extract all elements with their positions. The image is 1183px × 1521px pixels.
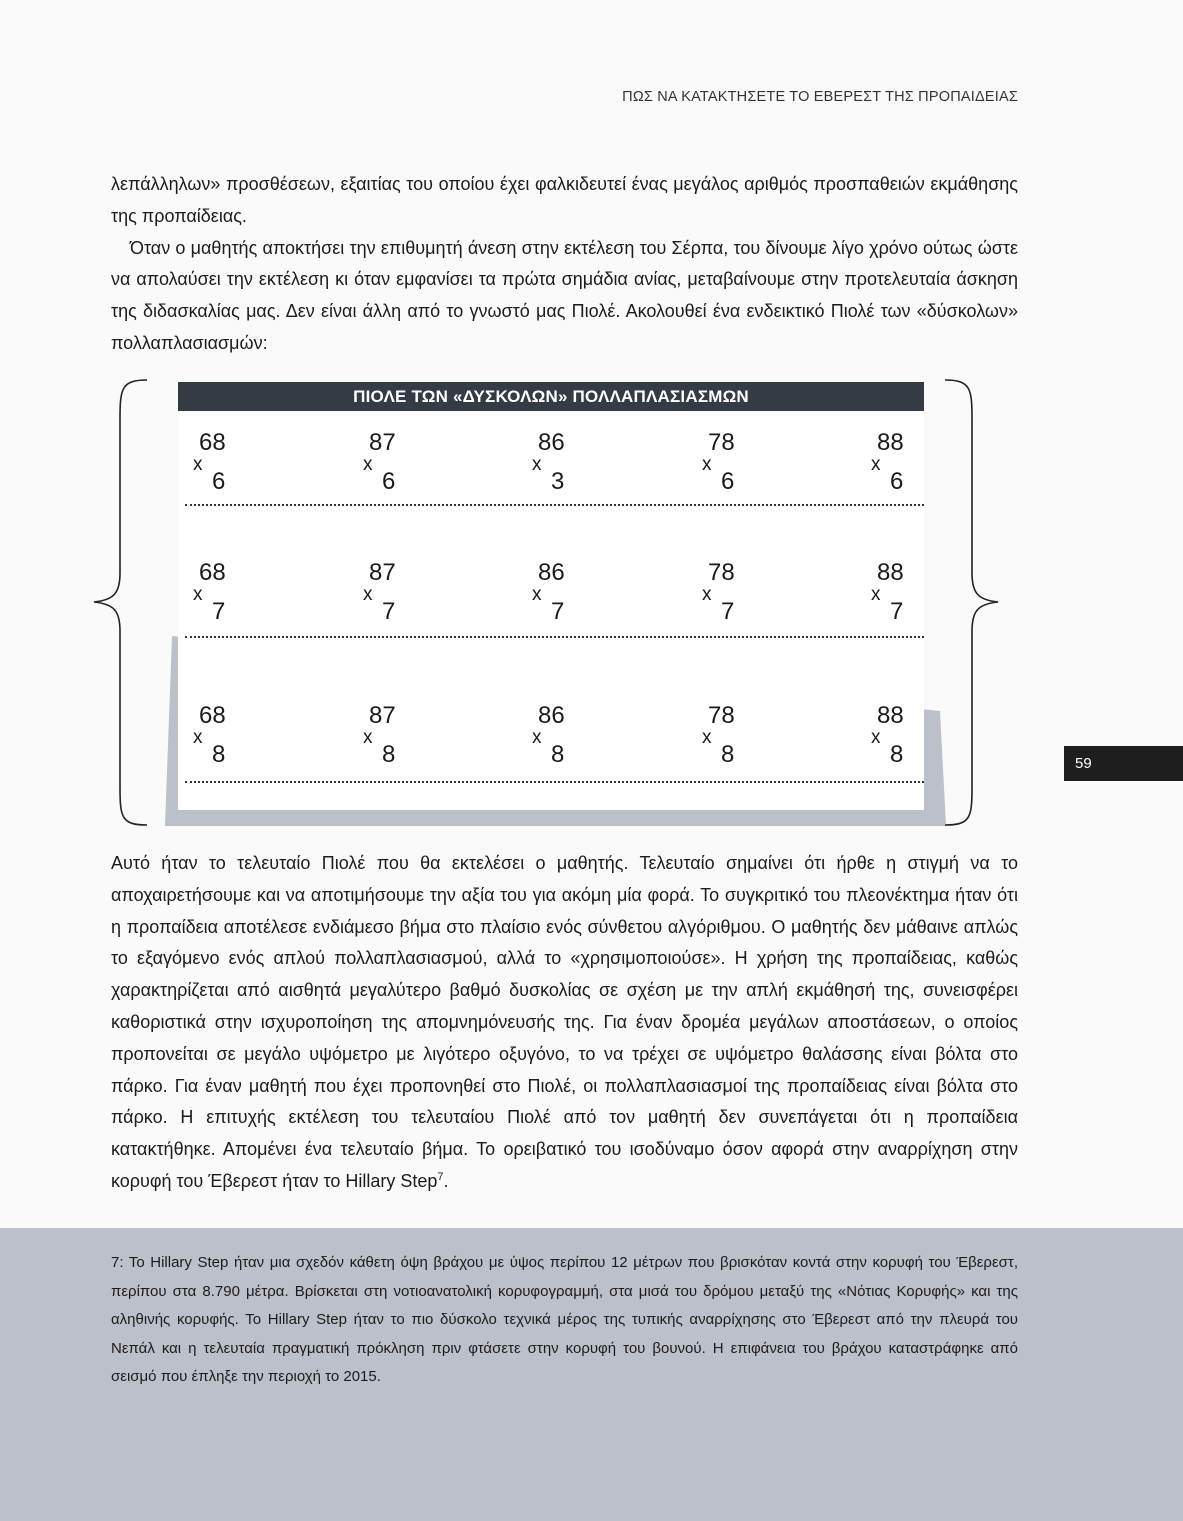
multiplication-cell bbox=[362, 703, 422, 767]
multiplication-cell bbox=[531, 703, 591, 767]
multiplication-cell bbox=[192, 560, 252, 624]
left-brace-icon bbox=[92, 378, 152, 828]
times-sign: x bbox=[193, 454, 203, 475]
multiplicand: 68 bbox=[199, 429, 226, 456]
body-paragraph bbox=[111, 848, 1018, 1198]
times-sign: x bbox=[532, 584, 542, 605]
multiplicand: 88 bbox=[877, 429, 904, 456]
multiplicand: 88 bbox=[877, 702, 904, 729]
running-header: ΠΩΣ ΝΑ ΚΑΤΑΚΤΗΣΕΤΕ ΤΟ ΕΒΕΡΕΣΤ ΤΗΣ ΠΡΟΠΑΙΔΕΙΑΣ bbox=[622, 89, 1018, 105]
multiplier: 8 bbox=[890, 741, 904, 768]
multiplier: 8 bbox=[721, 741, 735, 768]
multiplicand: 78 bbox=[708, 429, 735, 456]
multiplication-cell bbox=[701, 430, 761, 494]
multiplicand: 87 bbox=[369, 702, 396, 729]
multiplication-cell bbox=[531, 560, 591, 624]
times-sign: x bbox=[702, 727, 712, 748]
multiplier: 6 bbox=[212, 468, 226, 495]
multiplier: 7 bbox=[212, 598, 226, 625]
body-paragraph-end: . bbox=[443, 1170, 449, 1191]
multiplier: 7 bbox=[382, 598, 396, 625]
intro-text bbox=[111, 169, 1018, 360]
multiplicand: 86 bbox=[538, 702, 565, 729]
pole-figure bbox=[92, 378, 1002, 828]
multiplicand: 87 bbox=[369, 429, 396, 456]
times-sign: x bbox=[702, 584, 712, 605]
body-paragraph-text: Αυτό ήταν το τελευταίο Πιολέ που θα εκτελέσει ο μαθητής. Τελευταίο σημαίνει ότι ήρθε η στιγμή να το αποχαιρετήσουμε και να αποτιμήσουμε την αξία του για ακόμη μία φορά. Το συγκριτικό του πλεονέκτημα ήταν ότι η προπαίδεια αποτέλεσε ενδιάμεσο βήμα στο πλαίσιο ενός σύνθετου αλγόριθμου. Ο μαθητής δεν μάθαινε απλώς το εξαγόμενο ενός απλού πολλαπλασιασμού, αλλά το «χρησιμοποιούσε». Η χρήση της προπαίδειας, καθώς χαρακτηρίζεται από αισθητά μεγαλύτερο βαθμό δυσκολίας σε σχέση με την απλή εκμάθησή της, συνεισφέρει καθοριστικά στην ισχυροποίηση της απομνημόνευσής της. Για έναν δρομέα μεγάλων αποστάσεων, ο οποίος προπονείται σε μεγάλο υψόμετρο με λιγότερο οξυγόνο, το να τρέχει σε υψόμετρο θαλάσσης είναι βόλτα στο πάρκο. Για έναν μαθητή που έχει προπονηθεί στο Πιολέ, οι πολλαπλασιασμοί της προπαίδειας είναι βόλτα στο πάρκο. Η επιτυχής εκτέλεση του τελευταίου Πιολέ από τον μαθητή δεν συνεπάγεται ότι η προπαίδεια κατακτήθηκε. Απομένει ένα τελευταίο βήμα. Το ορειβατικό του ισοδύναμο όσον αφορά στην αναρρίχηση στην κορυφή του Έβερεστ ήταν το Hillary Step bbox=[111, 853, 1018, 1191]
multiplication-cell bbox=[192, 430, 252, 494]
footnote-marker[interactable]: 7 bbox=[437, 1170, 444, 1183]
multiplicand: 78 bbox=[708, 702, 735, 729]
multiplier: 6 bbox=[382, 468, 396, 495]
multiplier: 7 bbox=[890, 598, 904, 625]
times-sign: x bbox=[532, 727, 542, 748]
multiplier: 6 bbox=[890, 468, 904, 495]
multiplier: 8 bbox=[212, 741, 226, 768]
times-sign: x bbox=[532, 454, 542, 475]
multiplier: 7 bbox=[551, 598, 565, 625]
multiplicand: 88 bbox=[877, 559, 904, 586]
pole-table bbox=[178, 382, 924, 810]
multiplicand: 87 bbox=[369, 559, 396, 586]
page-number-tab: 59 bbox=[1064, 746, 1183, 781]
footnote-area bbox=[0, 1228, 1183, 1521]
pole-row bbox=[185, 430, 924, 506]
times-sign: x bbox=[871, 584, 881, 605]
multiplier: 6 bbox=[721, 468, 735, 495]
multiplicand: 78 bbox=[708, 559, 735, 586]
times-sign: x bbox=[363, 454, 373, 475]
footnote bbox=[111, 1249, 1018, 1392]
times-sign: x bbox=[193, 584, 203, 605]
multiplicand: 68 bbox=[199, 559, 226, 586]
multiplication-cell bbox=[362, 560, 422, 624]
multiplicand: 86 bbox=[538, 559, 565, 586]
multiplier: 3 bbox=[551, 468, 565, 495]
pole-row bbox=[185, 560, 924, 638]
multiplication-cell bbox=[531, 430, 591, 494]
times-sign: x bbox=[193, 727, 203, 748]
right-brace-icon bbox=[940, 378, 1002, 828]
multiplication-cell bbox=[870, 703, 930, 767]
multiplication-cell bbox=[870, 560, 930, 624]
multiplication-cell bbox=[701, 560, 761, 624]
footnote-text: 7: Το Hillary Step ήταν μια σχεδόν κάθετη όψη βράχου με ύψος περίπου 12 μέτρων που βρισκόταν κοντά στην κορυφή του Έβερεστ, περίπου στα 8.790 μέτρα. Βρίσκεται στη νοτιοανατολική κορυφογραμμή, στα μισά του δρόμου μεταξύ της «Νότιας Κορυφής» και της αληθινής κορυφής. Το Hillary Step ήταν το πιο δύσκολο τεχνικά μέρος της τυπικής αναρρίχησης στο Έβερεστ από την πλευρά του Νεπάλ και η τελευταία πραγματική πρόκληση πριν φτάσετε στην κορυφή του βουνού. Η επιφάνεια του βράχου καταστράφηκε από σεισμό που έπληξε την περιοχή το 2015. bbox=[111, 1254, 1018, 1385]
times-sign: x bbox=[702, 454, 712, 475]
multiplication-cell bbox=[192, 703, 252, 767]
table-title: ΠΙΟΛΕ ΤΩΝ «ΔΥΣΚΟΛΩΝ» ΠΟΛΛΑΠΛΑΣΙΑΣΜΩΝ bbox=[178, 382, 924, 411]
pole-row bbox=[185, 703, 924, 783]
times-sign: x bbox=[871, 454, 881, 475]
times-sign: x bbox=[363, 727, 373, 748]
times-sign: x bbox=[363, 584, 373, 605]
body-text bbox=[111, 848, 1018, 1198]
times-sign: x bbox=[871, 727, 881, 748]
multiplier: 8 bbox=[382, 741, 396, 768]
multiplication-cell bbox=[362, 430, 422, 494]
multiplicand: 86 bbox=[538, 429, 565, 456]
multiplication-cell bbox=[701, 703, 761, 767]
multiplier: 7 bbox=[721, 598, 735, 625]
multiplier: 8 bbox=[551, 741, 565, 768]
intro-paragraph-1: λεπάλληλων» προσθέσεων, εξαιτίας του οποίου έχει φαλκιδευτεί ένας μεγάλος αριθμός προσπαθειών εκμάθησης της προπαίδειας. bbox=[111, 174, 1018, 226]
intro-paragraph-2: Όταν ο μαθητής αποκτήσει την επιθυμητή άνεση στην εκτέλεση του Σέρπα, του δίνουμε λίγο χρόνο ούτως ώστε να απολαύσει την εκτέλεση κι όταν εμφανίσει τα πρώτα σημάδια ανίας, μεταβαίνουμε στην προτελευταία άσκηση της διδασκαλίας μας. Δεν είναι άλλη από το γνωστό μας Πιολέ. Ακολουθεί ένα ενδεικτικό Πιολέ των «δύσκολων» πολλαπλασιασμών: bbox=[111, 237, 1018, 353]
multiplicand: 68 bbox=[199, 702, 226, 729]
multiplication-cell bbox=[870, 430, 930, 494]
